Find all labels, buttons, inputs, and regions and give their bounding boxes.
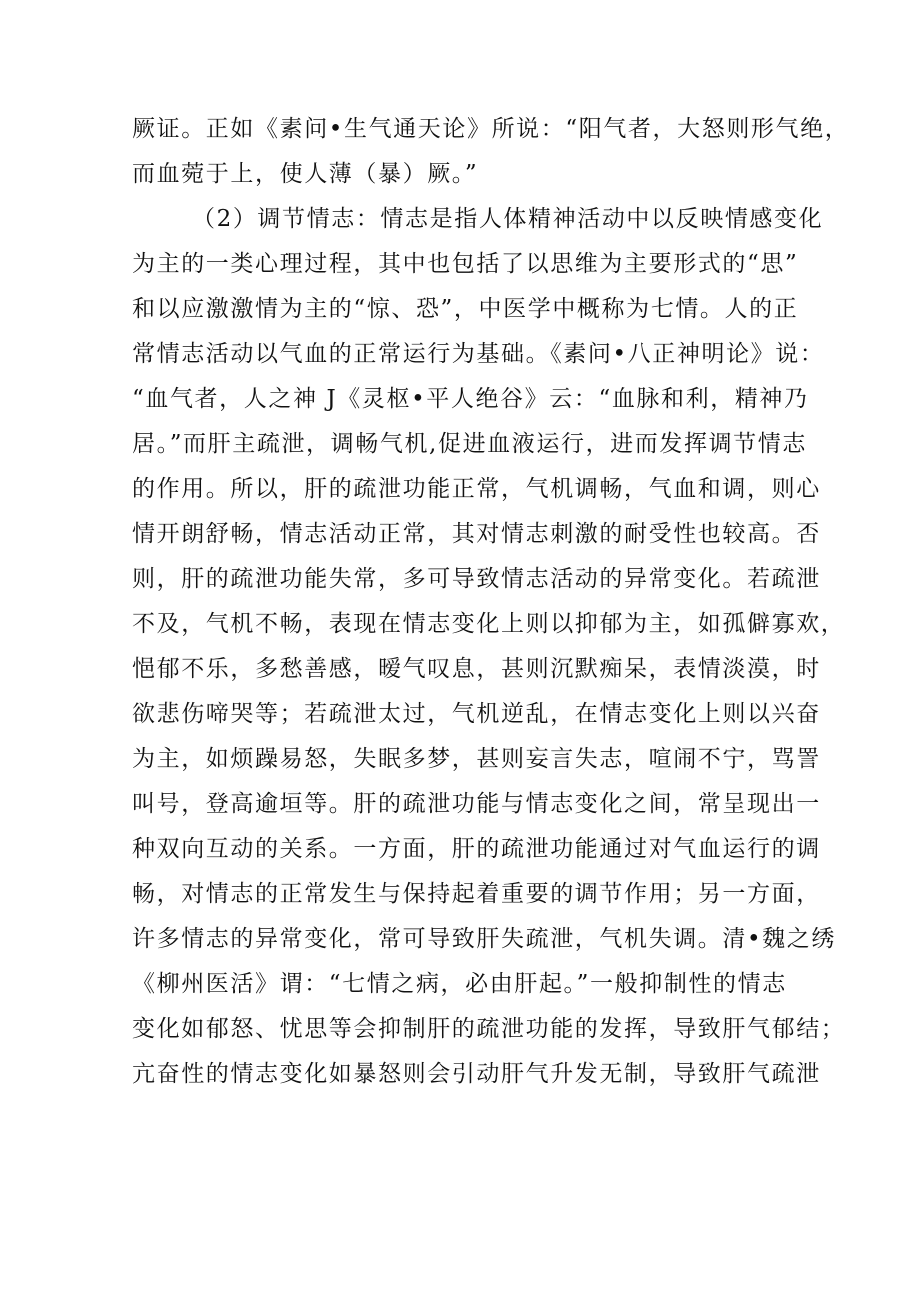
text-line: 变化如郁怒、忧思等会抑制肝的疏泄功能的发挥，导致肝气郁结； [132,1016,846,1042]
text-line: 畅，对情志的正常发生与保持起着重要的调节作用；另一方面， [132,881,821,907]
text-line: 《柳州医活》谓：“七情之病，必由肝起。”一般抑制性的情志 [132,971,787,997]
body-text [132,107,850,1097]
text-line: 而血菀于上，使人薄（暴）厥。” [132,161,479,187]
text-line: 种双向互动的关系。一方面，肝的疏泄功能通过对气血运行的调 [132,836,821,862]
text-line: 许多情志的异常变化，常可导致肝失疏泄，气机失调。清•魏之绣 [132,926,836,952]
text-line: 情开朗舒畅，情志活动正常，其对情志刺激的耐受性也较高。否 [132,521,821,547]
text-line: 的作用。所以，肝的疏泄功能正常，气机调畅，气血和调，则心 [132,476,821,502]
text-line: 厥证。正如《素问•生气通天论》所说：“阳气者，大怒则形气绝， [132,116,850,142]
text-line: 则，肝的疏泄功能失常，多可导致情志活动的异常变化。若疏泄 [132,566,821,592]
text-line: 为主，如烦躁易怒，失眠多梦，甚则妄言失志，喧闹不宁，骂詈 [132,746,821,772]
text-line: “血气者，人之神 J《灵枢•平人绝谷》云：“血脉和利，精神乃 [132,386,809,412]
text-line: 为主的一类心理过程，其中也包括了以思维为主要形式的“思” [132,251,799,277]
text-line: 叫号，登高逾垣等。肝的疏泄功能与情志变化之间，常呈现出一 [132,791,821,817]
paragraph-start-line: （2）调节情志：情志是指人体精神活动中以反映情感变化 [192,206,824,232]
text-line: 悒郁不乐，多愁善感，暧气叹息，甚则沉默痴呆，表情淡漠，时 [132,656,821,682]
text-line: 欲悲伤啼哭等；若疏泄太过，气机逆乱，在情志变化上则以兴奋 [132,701,821,727]
text-line: 亢奋性的情志变化如暴怒则会引动肝气升发无制，导致肝气疏泄 [132,1061,821,1087]
text-line: 居。”而肝主疏泄，调畅气机,促进血液运行，进而发挥调节情志 [132,431,807,457]
text-line: 不及，气机不畅，表现在情志变化上则以抑郁为主，如孤僻寡欢， [132,611,846,637]
text-line: 和以应激激情为主的“惊、恐”，中医学中概称为七情。人的正 [132,296,799,322]
text-line: 常情志活动以气血的正常运行为基础。《素问•八正神明论》说： [132,341,825,367]
